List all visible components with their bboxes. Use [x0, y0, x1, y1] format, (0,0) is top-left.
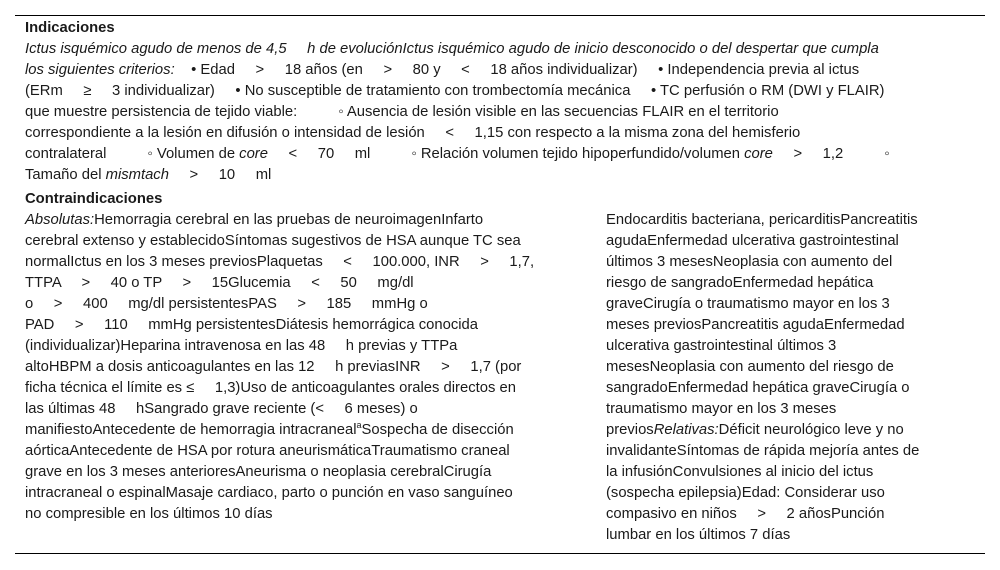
text-run: Endocarditis bacteriana, pericarditisPancreatitis: [606, 212, 918, 228]
text-line: [25, 165, 890, 186]
text-line: [25, 420, 534, 441]
text-run: correspondiente a la lesión en difusión o intensidad de lesión < 1,15 con respecto a la misma zona del hemisferio: [25, 125, 801, 141]
text-line: [25, 81, 890, 102]
text-line: [606, 399, 919, 420]
text-run: no compresible en los últimos 10 días: [25, 506, 273, 522]
text-run: aórticaAntecedente de HSA por rotura aneurismáticaTraumatismo craneal: [25, 443, 510, 459]
text-run: compasivo en niños > 2 añosPunción: [606, 506, 885, 522]
text-line: [25, 231, 534, 252]
text-line: [606, 462, 919, 483]
text-line: [25, 210, 534, 231]
text-run: • Edad > 18 años (en > 80 y < 18 años individualizar) • Independencia previa al ictus: [174, 62, 860, 78]
text-run: contralateral ◦ Volumen de: [25, 146, 240, 162]
text-line: [606, 231, 919, 252]
text-line: [25, 252, 534, 273]
table-bottom-rule: [15, 553, 985, 554]
text-line: [25, 399, 534, 420]
indicaciones-heading: Indicaciones: [25, 20, 115, 36]
text-line: [25, 294, 534, 315]
text-run: < 70 ml ◦ Relación volumen tejido hipoperfundido/volumen: [267, 146, 745, 162]
text-run: riesgo de sangradoEnfermedad hepática: [606, 275, 874, 291]
italic-run: los siguientes criterios:: [25, 62, 175, 78]
italic-run: mismtach: [105, 167, 169, 183]
text-line: [606, 273, 919, 294]
italic-run: core: [239, 146, 268, 162]
text-run: altoHBPM a dosis anticoagulantes en las 12 h previasINR > 1,7 (por: [25, 359, 522, 375]
footnote-marker: a: [356, 420, 362, 430]
text-run: agudaEnfermedad ulcerativa gastrointestinal: [606, 233, 899, 249]
contraindicaciones-relativas-column: [606, 210, 919, 546]
text-run: las últimas 48 hSangrado grave reciente (< 6 meses) o: [25, 401, 418, 417]
text-run: cerebral extenso y establecidoSíntomas sugestivos de HSA aunque TC sea: [25, 233, 521, 249]
text-run: ulcerativa gastrointestinal últimos 3: [606, 338, 837, 354]
text-run: graveCirugía o traumatismo mayor en los 3: [606, 296, 890, 312]
text-run: (ERm ≥ 3 individualizar) • No susceptible de tratamiento con trombectomía mecánica • TC perfusión o RM (DWI y FLAIR): [25, 83, 885, 99]
text-line: [25, 102, 890, 123]
text-run: manifiestoAntecedente de hemorragia intracraneal: [25, 422, 357, 438]
text-line: [25, 462, 534, 483]
text-line: [606, 378, 919, 399]
table-top-rule: [15, 15, 985, 16]
text-line: [25, 336, 534, 357]
text-run: que muestre persistencia de tejido viable: ◦ Ausencia de lesión visible en las secuencias FLAIR en el territorio: [25, 104, 779, 120]
text-line: [606, 357, 919, 378]
text-line: [606, 483, 919, 504]
text-line: [25, 144, 890, 165]
text-run: intracraneal o espinalMasaje cardiaco, parto o punción en vaso sanguíneo: [25, 485, 513, 501]
text-line: [25, 315, 534, 336]
text-run: (individualizar)Heparina intravenosa en las 48 h previas y TTPa: [25, 338, 458, 354]
text-run: previos: [606, 422, 654, 438]
text-run: Déficit neurológico leve y no: [718, 422, 904, 438]
text-run: grave en los 3 meses anterioresAneurisma o neoplasia cerebralCirugía: [25, 464, 492, 480]
text-run: Hemorragia cerebral en las pruebas de neuroimagenInfarto: [94, 212, 484, 228]
text-run: Tamaño del: [25, 167, 106, 183]
text-run: sangradoEnfermedad hepática graveCirugía o: [606, 380, 910, 396]
italic-run: Absolutas:: [25, 212, 95, 228]
text-line: [606, 504, 919, 525]
text-run: PAD > 110 mmHg persistentesDiátesis hemorrágica conocida: [25, 317, 479, 333]
text-run: > 10 ml: [168, 167, 272, 183]
text-run: > 1,2 ◦: [772, 146, 890, 162]
text-run: lumbar en los últimos 7 días: [606, 527, 791, 543]
text-run: invalidanteSíntomas de rápida mejoría antes de: [606, 443, 920, 459]
text-run: traumatismo mayor en los 3 meses: [606, 401, 837, 417]
contraindicaciones-absolutas-column: [25, 210, 534, 525]
text-line: [606, 420, 919, 441]
text-run: TTPA > 40 o TP > 15Glucemia < 50 mg/dl: [25, 275, 414, 291]
italic-run: core: [744, 146, 773, 162]
text-line: [25, 60, 890, 81]
text-run: ficha técnica el límite es ≤ 1,3)Uso de anticoagulantes orales directos en: [25, 380, 516, 396]
text-line: [25, 273, 534, 294]
text-line: [606, 315, 919, 336]
text-run: (sospecha epilepsia)Edad: Considerar uso: [606, 485, 885, 501]
text-line: [606, 441, 919, 462]
indicaciones-body: [25, 39, 890, 186]
text-run: mesesNeoplasia con aumento del riesgo de: [606, 359, 894, 375]
text-line: [25, 483, 534, 504]
text-line: [606, 210, 919, 231]
text-run: o > 400 mg/dl persistentesPAS > 185 mmHg o: [25, 296, 428, 312]
text-run: meses previosPancreatitis agudaEnfermedad: [606, 317, 905, 333]
text-line: [606, 336, 919, 357]
text-run: Sospecha de disección: [361, 422, 514, 438]
italic-run: Relativas:: [653, 422, 719, 438]
text-line: [606, 252, 919, 273]
contraindicaciones-heading: Contraindicaciones: [25, 191, 163, 207]
text-run: últimos 3 mesesNeoplasia con aumento del: [606, 254, 893, 270]
text-line: [25, 39, 890, 60]
text-run: la infusiónConvulsiones al inicio del ictus: [606, 464, 874, 480]
italic-run: Ictus isquémico agudo de menos de 4,5 h de evoluciónIctus isquémico agudo de inicio desconocido o del despertar que cumpla: [25, 41, 879, 57]
text-line: [25, 378, 534, 399]
text-line: [606, 294, 919, 315]
text-line: [25, 123, 890, 144]
text-line: [25, 441, 534, 462]
text-run: normalIctus en los 3 meses previosPlaquetas < 100.000, INR > 1,7,: [25, 254, 535, 270]
text-line: [25, 504, 534, 525]
text-line: [25, 357, 534, 378]
text-line: [606, 525, 919, 546]
